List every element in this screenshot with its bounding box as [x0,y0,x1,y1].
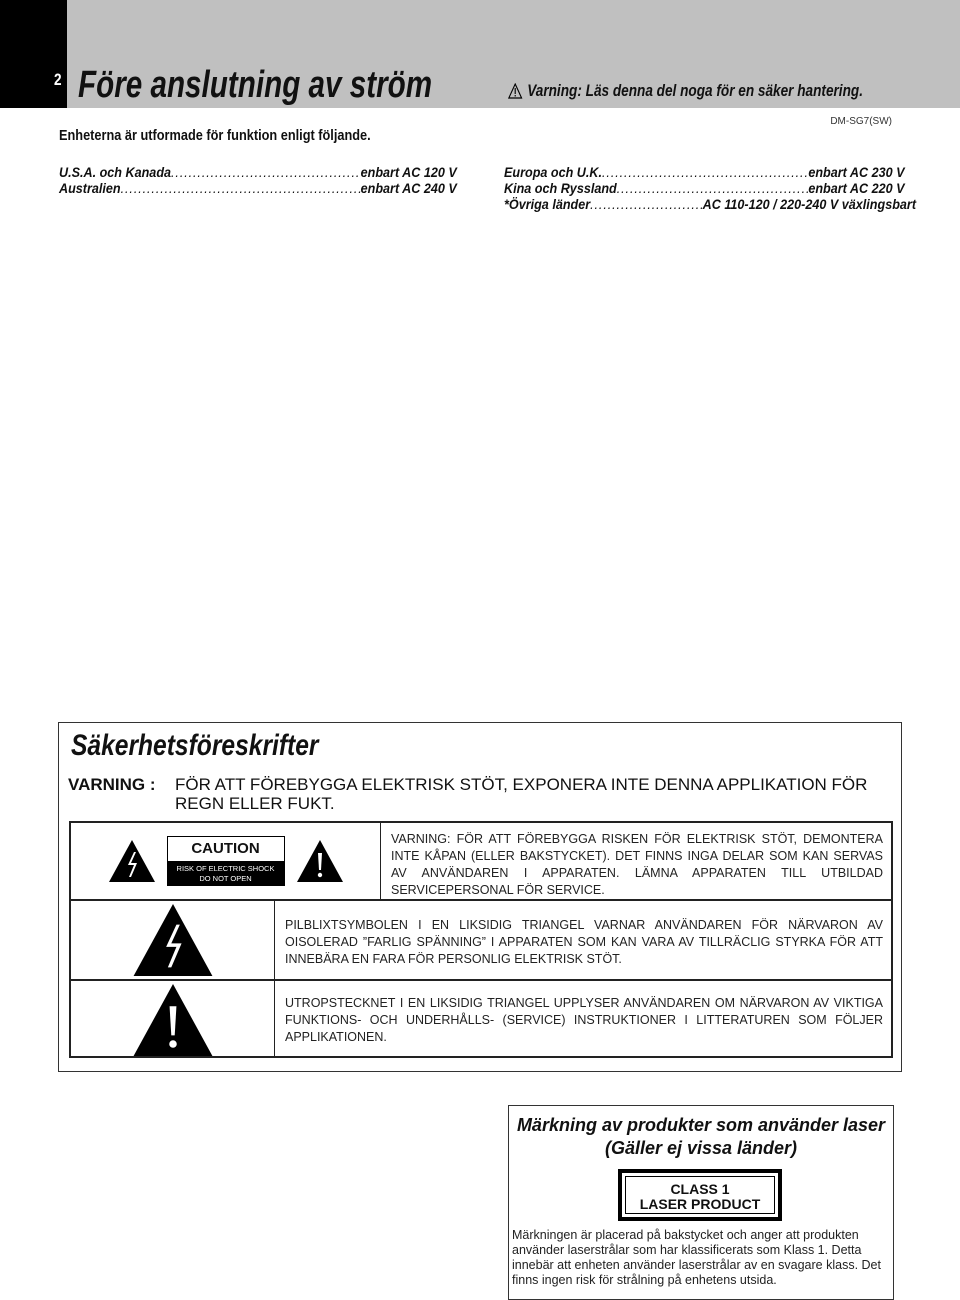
safety-table [69,821,893,1058]
safety-row [71,901,891,981]
model-number: DM-SG7(SW) [830,116,892,127]
page-tab [0,0,67,108]
safety-row-text: UTROPSTECKNET I EN LIKSIDIG TRIANGEL UPPLYSER ANVÄNDAREN OM NÄRVARON AV VIKTIGA FUNKTIONS- OCH UNDERHÅLLS- (SERVICE) INSTRUKTIONER I LITTERATUREN SOM FÖLJER APPLIKATIONEN. [285,996,883,1044]
caution-title: CAUTION [191,840,260,857]
safety-row [71,981,891,1058]
exclamation-triangle-icon [131,984,215,1056]
laser-title [509,1114,893,1160]
safety-section [58,722,902,1072]
voltage-list-right [504,164,949,212]
lightning-triangle-icon [131,904,215,976]
safety-title: Säkerhetsföreskrifter [71,729,319,762]
laser-text: Märkningen är placerad på bakstycket och anger att produkten använder laserstrålar som har klassificerats som Klass 1. Detta innebär att enheten använder laserstrålar av en svagare klass. Det finns ingen risk för strålning på enhetens utsida. [512,1228,881,1287]
warning-triangle-icon [508,83,522,99]
voltage-row: Europa och U.K. ..... enbart AC 230 V [504,164,905,180]
caution-line: RISK OF ELECTRIC SHOCK [176,864,275,873]
exclamation-triangle-icon [297,840,343,882]
safety-row-text: VARNING: FÖR ATT FÖREBYGGA RISKEN FÖR ELEKTRISK STÖT, DEMONTERA INTE KÅPAN (ELLER BAKSTYCKET). DET FINNS INGA DELAR SOM KAN SERVAS AV ANVÄNDAREN I APPARATEN. LÄMNA APPARATEN TILL UTBILDAD SERVICEPERSONAL FÖR SERVICE. [391,832,883,897]
safety-row [71,823,891,901]
caution-label [167,836,285,886]
laser-title-line: Märkning av produkter som använder laser [516,1115,886,1135]
lightning-triangle-icon [109,840,155,882]
warning-text: Varning: Läs denna del noga för en säker hantering. [527,81,863,100]
intro-text: Enheterna är utformade för funktion enligt följande. [59,127,371,144]
varning-text: FÖR ATT FÖREBYGGA ELEKTRISK STÖT, EXPONERA INTE DENNA APPLIKATION FÖR REGN ELLER FUKT. [175,775,868,813]
page-number: 2 [54,70,62,89]
class-line: LASER PRODUCT [639,1196,761,1212]
caution-line: DO NOT OPEN [199,874,252,883]
warning-heading [508,81,863,101]
varning-label: VARNING : [68,775,156,794]
page-title: Före anslutning av ström [78,64,433,106]
laser-title-line: (Gäller ej vissa länder) [604,1138,798,1158]
class-line: CLASS 1 [670,1181,730,1197]
safety-row-text: PILBLIXTSYMBOLEN I EN LIKSIDIG TRIANGEL VARNAR ANVÄNDAREN FÖR NÄRVARON AV OISOLERAD ”FARLIG SPÄNNING” I APPARATEN SOM KAN VARA AV TILLRÄCLIG STYRKA FÖR ATT INNEBÄRA EN FARA FÖR PERSONLIG ELEKTRISK STÖT. [285,918,883,966]
voltage-row: Kina och Ryssland ..... enbart AC 220 V [504,180,905,196]
voltage-row: U.S.A. och Kanada ..... enbart AC 120 V [59,164,457,180]
voltage-row: *Övriga länder ..... AC 110-120 / 220-240 V växlingsbart [504,196,905,212]
laser-class-label [618,1169,782,1221]
laser-section [508,1105,894,1300]
voltage-row: Australien ..... enbart AC 240 V [59,180,457,196]
voltage-list-left [59,164,501,196]
